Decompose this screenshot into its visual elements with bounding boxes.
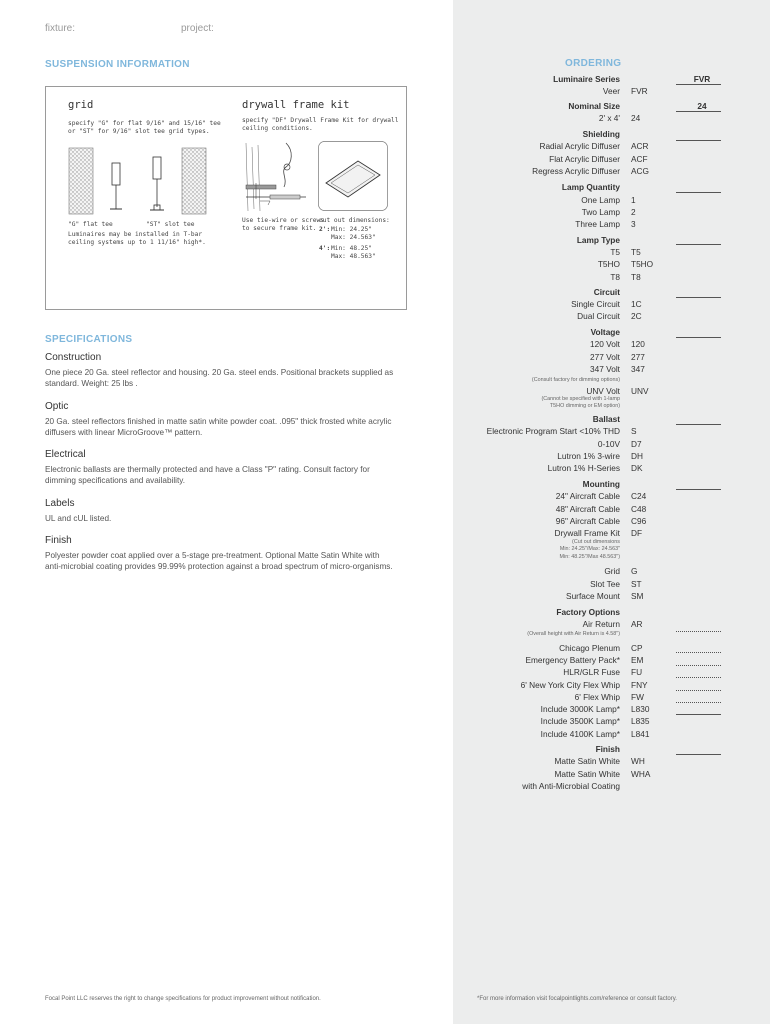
ordering-code: 2 <box>631 207 636 217</box>
ordering-title: ORDERING <box>565 58 622 69</box>
ordering-label: Nominal Size <box>568 101 620 111</box>
footer-left: Focal Point LLC reserves the right to change specifications for product improvement without notification. <box>45 996 321 1002</box>
ordering-code: FU <box>631 667 643 677</box>
ordering-label: Voltage <box>590 327 620 337</box>
specifications-title: SPECIFICATIONS <box>45 334 133 345</box>
drywall-heading: drywall frame kit <box>242 99 350 111</box>
ordering-selected-value: FVR <box>693 74 711 84</box>
ordering-entry-line[interactable] <box>676 754 721 755</box>
ordering-code: 1C <box>631 299 642 309</box>
ordering-label: Single Circuit <box>571 299 620 309</box>
ordering-label: Include 4100K Lamp* <box>540 729 620 739</box>
option-entry-line[interactable] <box>676 665 721 666</box>
ordering-option <box>453 716 770 728</box>
ordering-option <box>453 86 770 98</box>
ordering-entry-line[interactable] <box>676 140 721 141</box>
footer-right: *For more information visit focalpointlights.com/reference or consult factory. <box>477 996 677 1002</box>
drywall-note-2: to secure frame kit. <box>242 225 317 232</box>
ordering-code: ACR <box>631 141 649 151</box>
ordering-option <box>453 704 770 716</box>
ordering-label: One Lamp <box>581 195 620 205</box>
ordering-code: 347 <box>631 364 645 374</box>
ordering-label: Slot Tee <box>590 579 620 589</box>
ordering-label: Factory Options <box>556 607 620 617</box>
ordering-entry-line[interactable] <box>676 84 721 85</box>
ordering-code: L835 <box>631 716 650 726</box>
ordering-label: Matte Satin White <box>554 756 620 766</box>
drywall-note-1: Use tie-wire or screws <box>242 217 324 224</box>
ordering-option <box>453 364 770 376</box>
ordering-code: DK <box>631 463 643 473</box>
ordering-group-heading <box>453 235 770 247</box>
ordering-label: Mounting <box>582 479 620 489</box>
project-label: project: <box>181 23 214 34</box>
spec-name: Electrical <box>45 449 86 460</box>
spec-name: Construction <box>45 352 102 363</box>
spec-construction <box>45 352 395 389</box>
ordering-option <box>453 272 770 284</box>
option-entry-line[interactable] <box>676 677 721 678</box>
cutout-2ft: 2': <box>319 226 331 233</box>
ordering-option <box>453 591 770 603</box>
ordering-group-heading <box>453 414 770 426</box>
fixture-label: fixture: <box>45 23 76 34</box>
ordering-option <box>453 729 770 741</box>
cutout-2ft-min: Min: 24.25" <box>331 226 372 233</box>
spec-optic <box>45 401 395 438</box>
ordering-option <box>453 504 770 516</box>
ordering-group-heading <box>453 101 770 113</box>
ordering-option <box>453 311 770 323</box>
ordering-option <box>453 667 770 679</box>
ordering-option <box>453 299 770 311</box>
ordering-option <box>453 426 770 438</box>
ordering-label: Circuit <box>593 287 620 297</box>
ordering-entry-line[interactable] <box>676 244 721 245</box>
ordering-code: ACF <box>631 154 648 164</box>
ordering-code: WHA <box>631 769 651 779</box>
ordering-selected-value: 24 <box>697 101 707 111</box>
spec-desc: Electronic ballasts are thermally protected and have a Class "P" rating. Consult factory for dimming specifications and availability. <box>45 465 370 485</box>
option-entry-line[interactable] <box>676 652 721 653</box>
spec-finish <box>45 535 395 572</box>
ordering-option <box>453 655 770 667</box>
ordering-code: 24 <box>631 113 641 123</box>
ordering-option <box>453 166 770 178</box>
ordering-code: C24 <box>631 491 647 501</box>
ordering-code: WH <box>631 756 645 766</box>
ordering-label: T5 <box>610 247 620 257</box>
option-entry-line[interactable] <box>676 714 721 715</box>
ordering-note <box>453 554 770 566</box>
cutout-title: cut out dimensions: <box>319 217 390 224</box>
ordering-option <box>453 566 770 578</box>
cutout-4ft: 4': <box>319 245 331 252</box>
ordering-option <box>453 141 770 153</box>
ordering-code: 1 <box>631 195 636 205</box>
ordering-label: UNV Volt <box>586 386 620 396</box>
ordering-code: T8 <box>631 272 641 282</box>
grid-tee-illustration <box>68 147 208 217</box>
ordering-group-heading <box>453 74 770 86</box>
ordering-label: Emergency Battery Pack* <box>525 655 620 665</box>
ordering-label: HLR/GLR Fuse <box>563 667 620 677</box>
ordering-label: Radial Acrylic Diffuser <box>539 141 620 151</box>
ordering-group-heading <box>453 327 770 339</box>
ordering-option <box>453 339 770 351</box>
ordering-code: G <box>631 566 638 576</box>
spec-labels <box>45 498 395 524</box>
ordering-code: ST <box>631 579 642 589</box>
ordering-label: Lamp Type <box>576 235 620 245</box>
spec-electrical <box>45 449 395 486</box>
ordering-code: 277 <box>631 352 645 362</box>
spec-desc: 20 Ga. steel reflectors finished in matte satin white powder coat. .095" thick frosted white acrylic diffusers with linear MicroGroove™ pattern. <box>45 417 392 437</box>
ordering-label: 347 Volt <box>590 364 620 374</box>
ordering-label: 96" Aircraft Cable <box>555 516 620 526</box>
ordering-label: 6' Flex Whip <box>574 692 620 702</box>
ordering-option <box>453 352 770 364</box>
ordering-code: 3 <box>631 219 636 229</box>
ordering-code: L830 <box>631 704 650 714</box>
ordering-label: Luminaire Series <box>553 74 620 84</box>
ordering-label: Grid <box>604 566 620 576</box>
option-entry-line[interactable] <box>676 631 721 632</box>
ordering-option <box>453 692 770 704</box>
ordering-label: with Anti-Microbial Coating <box>522 781 620 791</box>
spec-name: Finish <box>45 535 72 546</box>
drywall-frame-sketch <box>240 139 310 215</box>
ordering-option <box>453 195 770 207</box>
ordering-panel <box>453 0 770 1024</box>
ordering-entry-line[interactable] <box>676 337 721 338</box>
ordering-label: Finish <box>595 744 620 754</box>
ordering-group-heading <box>453 607 770 619</box>
ordering-label: Lutron 1% 3-wire <box>557 451 620 461</box>
ordering-group-heading <box>453 129 770 141</box>
suspension-box <box>45 86 407 310</box>
ordering-group-heading <box>453 744 770 756</box>
ordering-code: DF <box>631 528 643 538</box>
ordering-option <box>453 463 770 475</box>
ordering-code: DH <box>631 451 643 461</box>
ordering-code: 120 <box>631 339 645 349</box>
ordering-option <box>453 756 770 768</box>
option-entry-line[interactable] <box>676 702 721 703</box>
ordering-label: T8 <box>610 272 620 282</box>
ordering-label: Min: 24.25"/Max: 24.563" <box>559 546 620 552</box>
ordering-code: 2C <box>631 311 642 321</box>
cutout-2ft-max: Max: 24.563" <box>331 234 376 241</box>
ordering-label: (Consult factory for dimming options) <box>531 377 620 383</box>
ordering-code: FNY <box>631 680 648 690</box>
ordering-label: Min: 48.25"/Max 48.563") <box>559 554 620 560</box>
ordering-label: T5HO dimming or EM option) <box>549 403 620 409</box>
ordering-option <box>453 207 770 219</box>
ordering-label: Veer <box>602 86 620 96</box>
spec-name: Optic <box>45 401 69 412</box>
ordering-code: UNV <box>631 386 649 396</box>
ordering-code: D7 <box>631 439 642 449</box>
ordering-option <box>453 259 770 271</box>
grid-heading: grid <box>68 99 94 111</box>
ordering-label: Regress Acrylic Diffuser <box>532 166 620 176</box>
grid-note-1: Luminaires may be installed in T-bar <box>68 231 203 238</box>
ordering-group-heading <box>453 182 770 194</box>
ordering-label: Electronic Program Start <10% THD <box>486 426 620 436</box>
ordering-code: T5 <box>631 247 641 257</box>
ordering-label: Drywall Frame Kit <box>554 528 620 538</box>
ordering-option <box>453 579 770 591</box>
ordering-label: Surface Mount <box>566 591 620 601</box>
ordering-label: Three Lamp <box>575 219 620 229</box>
ordering-label: Chicago Plenum <box>559 643 620 653</box>
ordering-note <box>453 631 770 643</box>
ordering-label: (Overall height with Air Return is 4.58") <box>527 631 620 637</box>
ordering-code: FW <box>631 692 644 702</box>
ordering-label: Air Return <box>582 619 620 629</box>
ordering-code: EM <box>631 655 644 665</box>
ordering-code: C96 <box>631 516 647 526</box>
ordering-option <box>453 247 770 259</box>
ordering-label: Dual Circuit <box>577 311 620 321</box>
ordering-group-heading <box>453 287 770 299</box>
ordering-label: (Cannot be specified with 1-lamp <box>541 396 620 402</box>
ordering-option <box>453 769 770 781</box>
drywall-text-1: specify "DF" Drywall Frame Kit for drywall <box>242 117 399 124</box>
ordering-entry-line[interactable] <box>676 192 721 193</box>
ordering-label: 24" Aircraft Cable <box>555 491 620 501</box>
grid-note-2: ceiling systems up to 1 11/16" high*. <box>68 239 206 246</box>
ordering-option <box>453 619 770 631</box>
cutout-4ft-min: Min: 48.25" <box>331 245 372 252</box>
ordering-label: Two Lamp <box>581 207 620 217</box>
ordering-label: Include 3000K Lamp* <box>540 704 620 714</box>
ordering-entry-line[interactable] <box>676 297 721 298</box>
spec-name: Labels <box>45 498 75 509</box>
ordering-label: Shielding <box>582 129 620 139</box>
spec-desc: UL and cUL listed. <box>45 514 112 523</box>
ordering-option <box>453 516 770 528</box>
ordering-option <box>453 781 770 793</box>
ordering-label: Include 3500K Lamp* <box>540 716 620 726</box>
ordering-label: Matte Satin White <box>554 769 620 779</box>
ordering-option <box>453 491 770 503</box>
ordering-option <box>453 643 770 655</box>
ordering-label: 277 Volt <box>590 352 620 362</box>
ordering-label: 2' x 4' <box>598 113 620 123</box>
ordering-option <box>453 451 770 463</box>
ordering-label: Lutron 1% H-Series <box>547 463 620 473</box>
suspension-title: SUSPENSION INFORMATION <box>45 59 190 70</box>
ordering-code: C48 <box>631 504 647 514</box>
ordering-label: Flat Acrylic Diffuser <box>549 154 620 164</box>
ordering-option <box>453 113 770 125</box>
ordering-code: FVR <box>631 86 648 96</box>
cutout-frame-sketch <box>318 141 388 211</box>
ordering-option <box>453 219 770 231</box>
ordering-code: L841 <box>631 729 650 739</box>
ordering-code: AR <box>631 619 643 629</box>
ordering-option <box>453 154 770 166</box>
ordering-label: T5HO <box>597 259 620 269</box>
ordering-label: 120 Volt <box>590 339 620 349</box>
drywall-text-2: ceiling conditions. <box>242 125 313 132</box>
ordering-code: S <box>631 426 637 436</box>
ordering-label: (Cut out dimensions <box>572 539 620 545</box>
st-slot-tee-label: "ST" slot tee <box>146 221 195 228</box>
ordering-option <box>453 439 770 451</box>
ordering-label: Lamp Quantity <box>561 182 620 192</box>
spec-desc: Polyester powder coat applied over a 5-stage pre-treatment. Optional Matte Satin White with anti-microbial coating provides 99.99% protection against a broad spectrum of micro-organisms. <box>45 551 393 571</box>
ordering-code: ACG <box>631 166 649 176</box>
ordering-entry-line[interactable] <box>676 111 721 112</box>
ordering-entry-line[interactable] <box>676 424 721 425</box>
option-entry-line[interactable] <box>676 690 721 691</box>
ordering-code: CP <box>631 643 643 653</box>
grid-text-1: specify "G" for flat 9/16" and 15/16" tee <box>68 120 221 127</box>
ordering-code: T5HO <box>631 259 654 269</box>
ordering-entry-line[interactable] <box>676 489 721 490</box>
grid-text-2: or "ST" for 9/16" slot tee grid types. <box>68 128 210 135</box>
ordering-label: 48" Aircraft Cable <box>555 504 620 514</box>
ordering-option <box>453 680 770 692</box>
ordering-code: SM <box>631 591 644 601</box>
g-flat-tee-label: "G" flat tee <box>68 221 113 228</box>
spec-desc: One piece 20 Ga. steel reflector and housing. 20 Ga. steel ends. Positional brackets supplied as standard. Weight: 25 lbs . <box>45 368 394 388</box>
ordering-label: Ballast <box>592 414 620 424</box>
ordering-label: 6' New York City Flex Whip <box>520 680 620 690</box>
ordering-group-heading <box>453 479 770 491</box>
cutout-4ft-max: Max: 48.563" <box>331 253 376 260</box>
ordering-label: 0-10V <box>597 439 620 449</box>
